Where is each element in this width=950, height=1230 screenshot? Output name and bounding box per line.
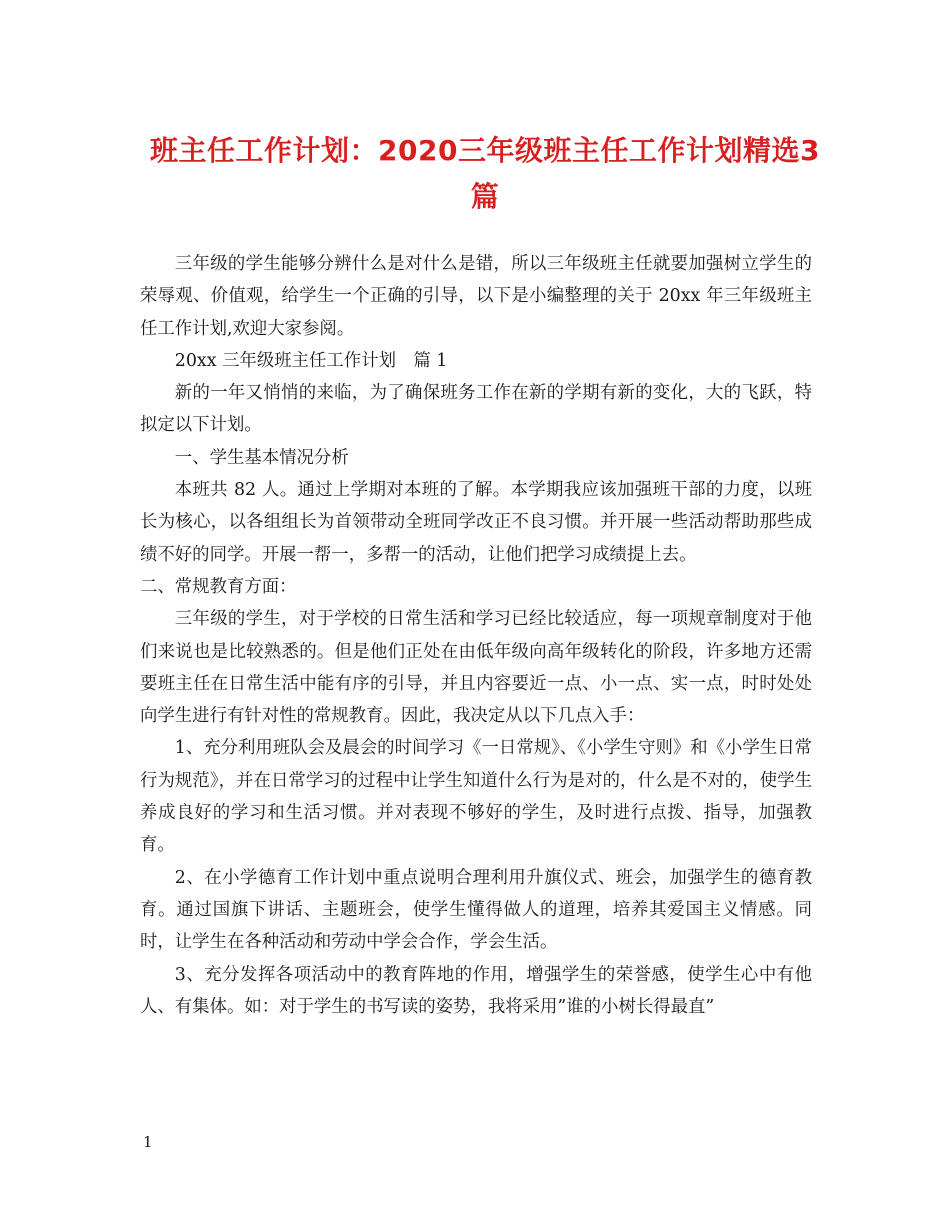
paragraph-intro: 三年级的学生能够分辨什么是对什么是错，所以三年级班主任就要加强树立学生的荣辱观、价值观，给学生一个正确的引导，以下是小编整理的关于 20xx 年三年级班主任工作计划,欢迎大家参阅。 (140, 254, 812, 339)
paragraph-item-2: 2、在小学德育工作计划中重点说明合理利用升旗仪式、班会，加强学生的德育教育。通过国旗下讲话、主题班会，使学生懂得做人的道理，培养其爱国主义情感。同时，让学生在各种活动和劳动中学会合作，学会生活。 (140, 867, 812, 953)
document-body (140, 248, 812, 1023)
paragraph: 本班共 82 人。通过上学期对本班的了解。本学期我应该加强班干部的力度，以班长为核心，以各组组长为首领带动全班同学改正不良习惯。并开展一些活动帮助那些成绩不好的同学。开展一帮一，多帮一的活动，让他们把学习成绩提上去。 (140, 480, 812, 565)
paragraph-section-heading: 20xx 三年级班主任工作计划 篇 1 (174, 350, 448, 371)
paragraph-item-3: 3、充分发挥各项活动中的教育阵地的作用，增强学生的荣誉感，使学生心中有他人、有集体。如：对于学生的书写读的姿势，我将采用”谁的小树长得最直” (140, 964, 812, 1017)
paragraph: 新的一年又悄悄的来临，为了确保班务工作在新的学期有新的变化，大的飞跃，特拟定以下计划。 (140, 383, 812, 436)
document-title: 班主任工作计划：2020三年级班主任工作计划精选3篇 (150, 134, 820, 213)
paragraph: 三年级的学生，对于学校的日常生活和学习已经比较适应，每一项规章制度对于他们来说也是比较熟悉的。但是他们正处在由低年级向高年级转化的阶段，许多地方还需要班主任在日常生活中能有序的引导，并且内容要近一点、小一点、实一点，时时处处向学生进行有针对性的常规教育。因此，我决定从以下几点入手： (140, 609, 812, 727)
paragraph-heading-1: 一、学生基本情况分析 (174, 447, 349, 468)
paragraph-item-1: 1、充分利用班队会及晨会的时间学习《一日常规》、《小学生守则》和《小学生日常行为规范》，并在日常学习的过程中让学生知道什么行为是对的，什么是不对的，使学生养成良好的学习和生活习惯。并对表现不够好的学生，及时进行点拨、指导，加强教育。 (140, 738, 812, 856)
paragraph-heading-2: 二、常规教育方面： (140, 576, 297, 597)
page-number: 1 (143, 1133, 153, 1151)
